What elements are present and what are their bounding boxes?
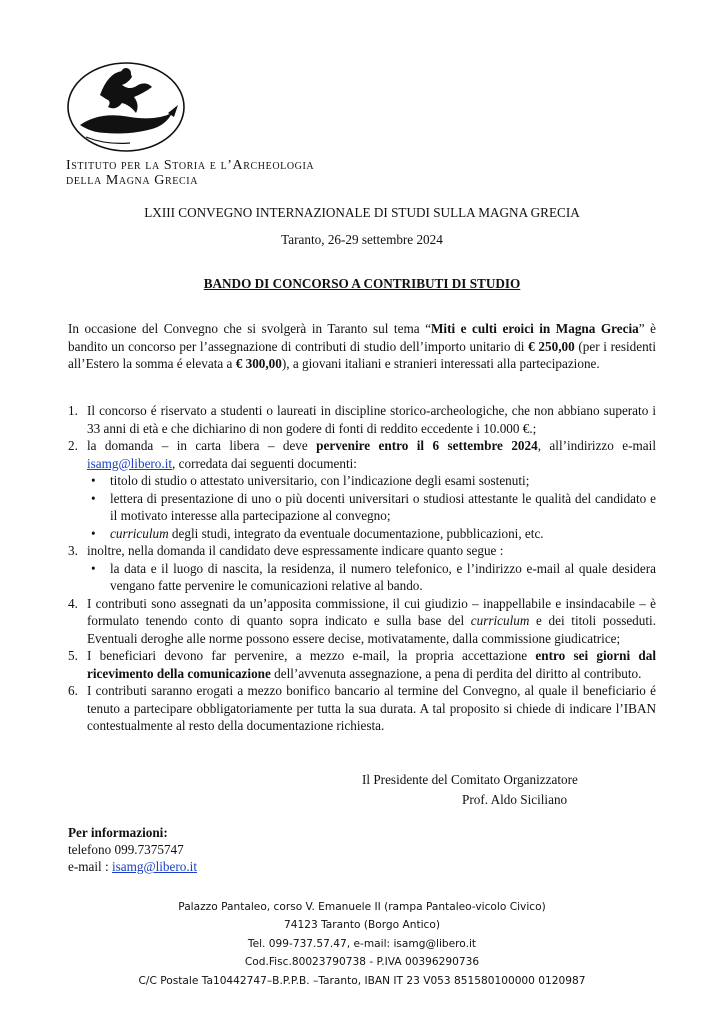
intro-text: In occasione del Convegno che si svolgerà in Taranto sul tema “ (68, 321, 431, 336)
intro-amount: € 250,00 (528, 338, 575, 354)
footer-address (0, 898, 724, 990)
info-heading: Per informazioni: (68, 825, 168, 840)
sub-item-text: titolo di studio o attestato universitario, con l’indicazione degli esami sostenuti; (110, 473, 530, 488)
curriculum-term: curriculum (470, 613, 530, 628)
item-text: , corredata dai seguenti documenti: (172, 455, 357, 471)
item-number: 5. (68, 648, 78, 663)
footer-line: 74123 Taranto (Borgo Antico) (284, 919, 440, 932)
intro-text: ” è bandito un concorso per l’assegnazione di contributi di studio dell’importo unitario di (68, 321, 656, 354)
item-text: I contributi saranno erogati a mezzo bonifico bancario al termine del Convegno, al quale il beneficiario é tenuto a partecipare obbligatoriamente per tutta la sua durata. A tal proposito si chiede di indicare l’IBAN contestualmente al resto della documentazione richiesta. (87, 683, 656, 733)
sub-list-item (68, 490, 656, 525)
bullet-icon: • (91, 490, 96, 506)
info-email-label: e-mail : (68, 859, 112, 874)
intro-amount-abroad: € 300,00 (235, 356, 282, 371)
footer-line: C/C Postale Ta10442747–B.P.P.B. –Taranto, IBAN IT 23 V053 851580100000 0120987 (138, 974, 586, 987)
item-text: la domanda – in carta libera – deve (87, 438, 317, 453)
list-item (68, 437, 656, 472)
list-item (68, 402, 656, 437)
convegno-title: LXIII CONVEGNO INTERNAZIONALE DI STUDI SULLA MAGNA GRECIA (144, 205, 580, 220)
email-link[interactable]: isamg@libero.it (87, 455, 173, 471)
intro-text: (per i residenti all’Estero la somma é elevata a (68, 338, 657, 371)
institute-logo-icon (60, 55, 190, 155)
info-phone: telefono 099.7375747 (68, 842, 184, 857)
institute-name-line1: Istituto per la Storia e l’Archeologia (66, 158, 315, 173)
item-text: e dei titoli posseduti. Eventuali deroghe alle norme possono essere decise, motivatamente, dalla commissione giudicatrice; (87, 613, 656, 646)
curriculum-term: curriculum (110, 525, 169, 541)
list-item (68, 542, 656, 560)
item-text: , all’indirizzo e-mail (537, 438, 656, 453)
institute-name (66, 158, 314, 188)
item-text: I contributi sono assegnati da un’apposita commissione, il cui giudizio – inappellabile e insindacabile – è formulato tenendo conto di quanto sopra indicato e sulla base del (87, 595, 656, 628)
sub-item-text: lettera di presentazione di uno o più docenti universitari o studiosi attestante le qualità del candidato e il motivato interesse alla partecipazione al convegno; (110, 490, 656, 523)
footer-line: Cod.Fisc.80023790738 - P.IVA 00396290736 (244, 956, 480, 969)
item-number: 1. (68, 403, 78, 418)
institute-name-line2: della Magna Grecia (66, 173, 199, 188)
intro-paragraph (68, 320, 656, 373)
place-date: Taranto, 26-29 settembre 2024 (281, 232, 443, 247)
item-text: dell’avvenuta assegnazione, a pena di perdita del diritto al contributo. (270, 665, 642, 681)
sub-list-item (68, 525, 656, 543)
item-text: inoltre, nella domanda il candidato deve espressamente indicare quanto segue : (87, 543, 504, 558)
list-item (68, 682, 656, 735)
list-item (68, 595, 656, 648)
item-number: 2. (68, 438, 78, 453)
intro-theme: Miti e culti eroici in Magna Grecia (430, 321, 639, 336)
sub-list-item (68, 560, 656, 595)
bando-title: BANDO DI CONCORSO A CONTRIBUTI DI STUDIO (203, 276, 521, 291)
rules-list (68, 402, 656, 735)
signature-name: Prof. Aldo Siciliano (462, 792, 568, 807)
sub-item-text: degli studi, integrato da eventuale documentazione, pubblicazioni, etc. (168, 525, 544, 541)
item-text: I beneficiari devono far pervenire, a mezzo e-mail, la propria accettazione (87, 648, 536, 663)
item-number: 3. (68, 543, 78, 558)
bullet-icon: • (91, 473, 96, 488)
signature-role: Il Presidente del Comitato Organizzatore (362, 772, 578, 787)
acceptance-deadline: entro sei giorni dal ricevimento della comunicazione (87, 648, 657, 681)
sub-list-item (68, 472, 656, 490)
contact-info (68, 824, 197, 875)
footer-line: Palazzo Pantaleo, corso V. Emanuele II (rampa Pantaleo-vicolo Civico) (178, 901, 546, 913)
sub-item-text: la data e il luogo di nascita, la residenza, il numero telefonico, e l’indirizzo e-mail al quale desidera vengano fatte pervenire le comunicazioni relative al bando. (110, 560, 656, 593)
deadline: pervenire entro il 6 settembre 2024 (316, 438, 538, 453)
item-text: Il concorso é riservato a studenti o laureati in discipline storico-archeologiche, che non abbiano superato i 33 anni di età e che dichiarino di non godere di fonti di reddito eccedente i 10.000 €.; (87, 403, 656, 436)
list-item (68, 647, 656, 682)
bullet-icon: • (91, 525, 96, 541)
bullet-icon: • (91, 560, 96, 576)
item-number: 6. (68, 683, 78, 698)
item-number: 4. (68, 595, 78, 611)
info-email-link[interactable]: isamg@libero.it (111, 859, 197, 874)
footer-line: Tel. 099-737.57.47, e-mail: isamg@libero.it (247, 937, 477, 950)
intro-text: ), a giovani italiani e stranieri interessati alla partecipazione. (281, 356, 600, 371)
